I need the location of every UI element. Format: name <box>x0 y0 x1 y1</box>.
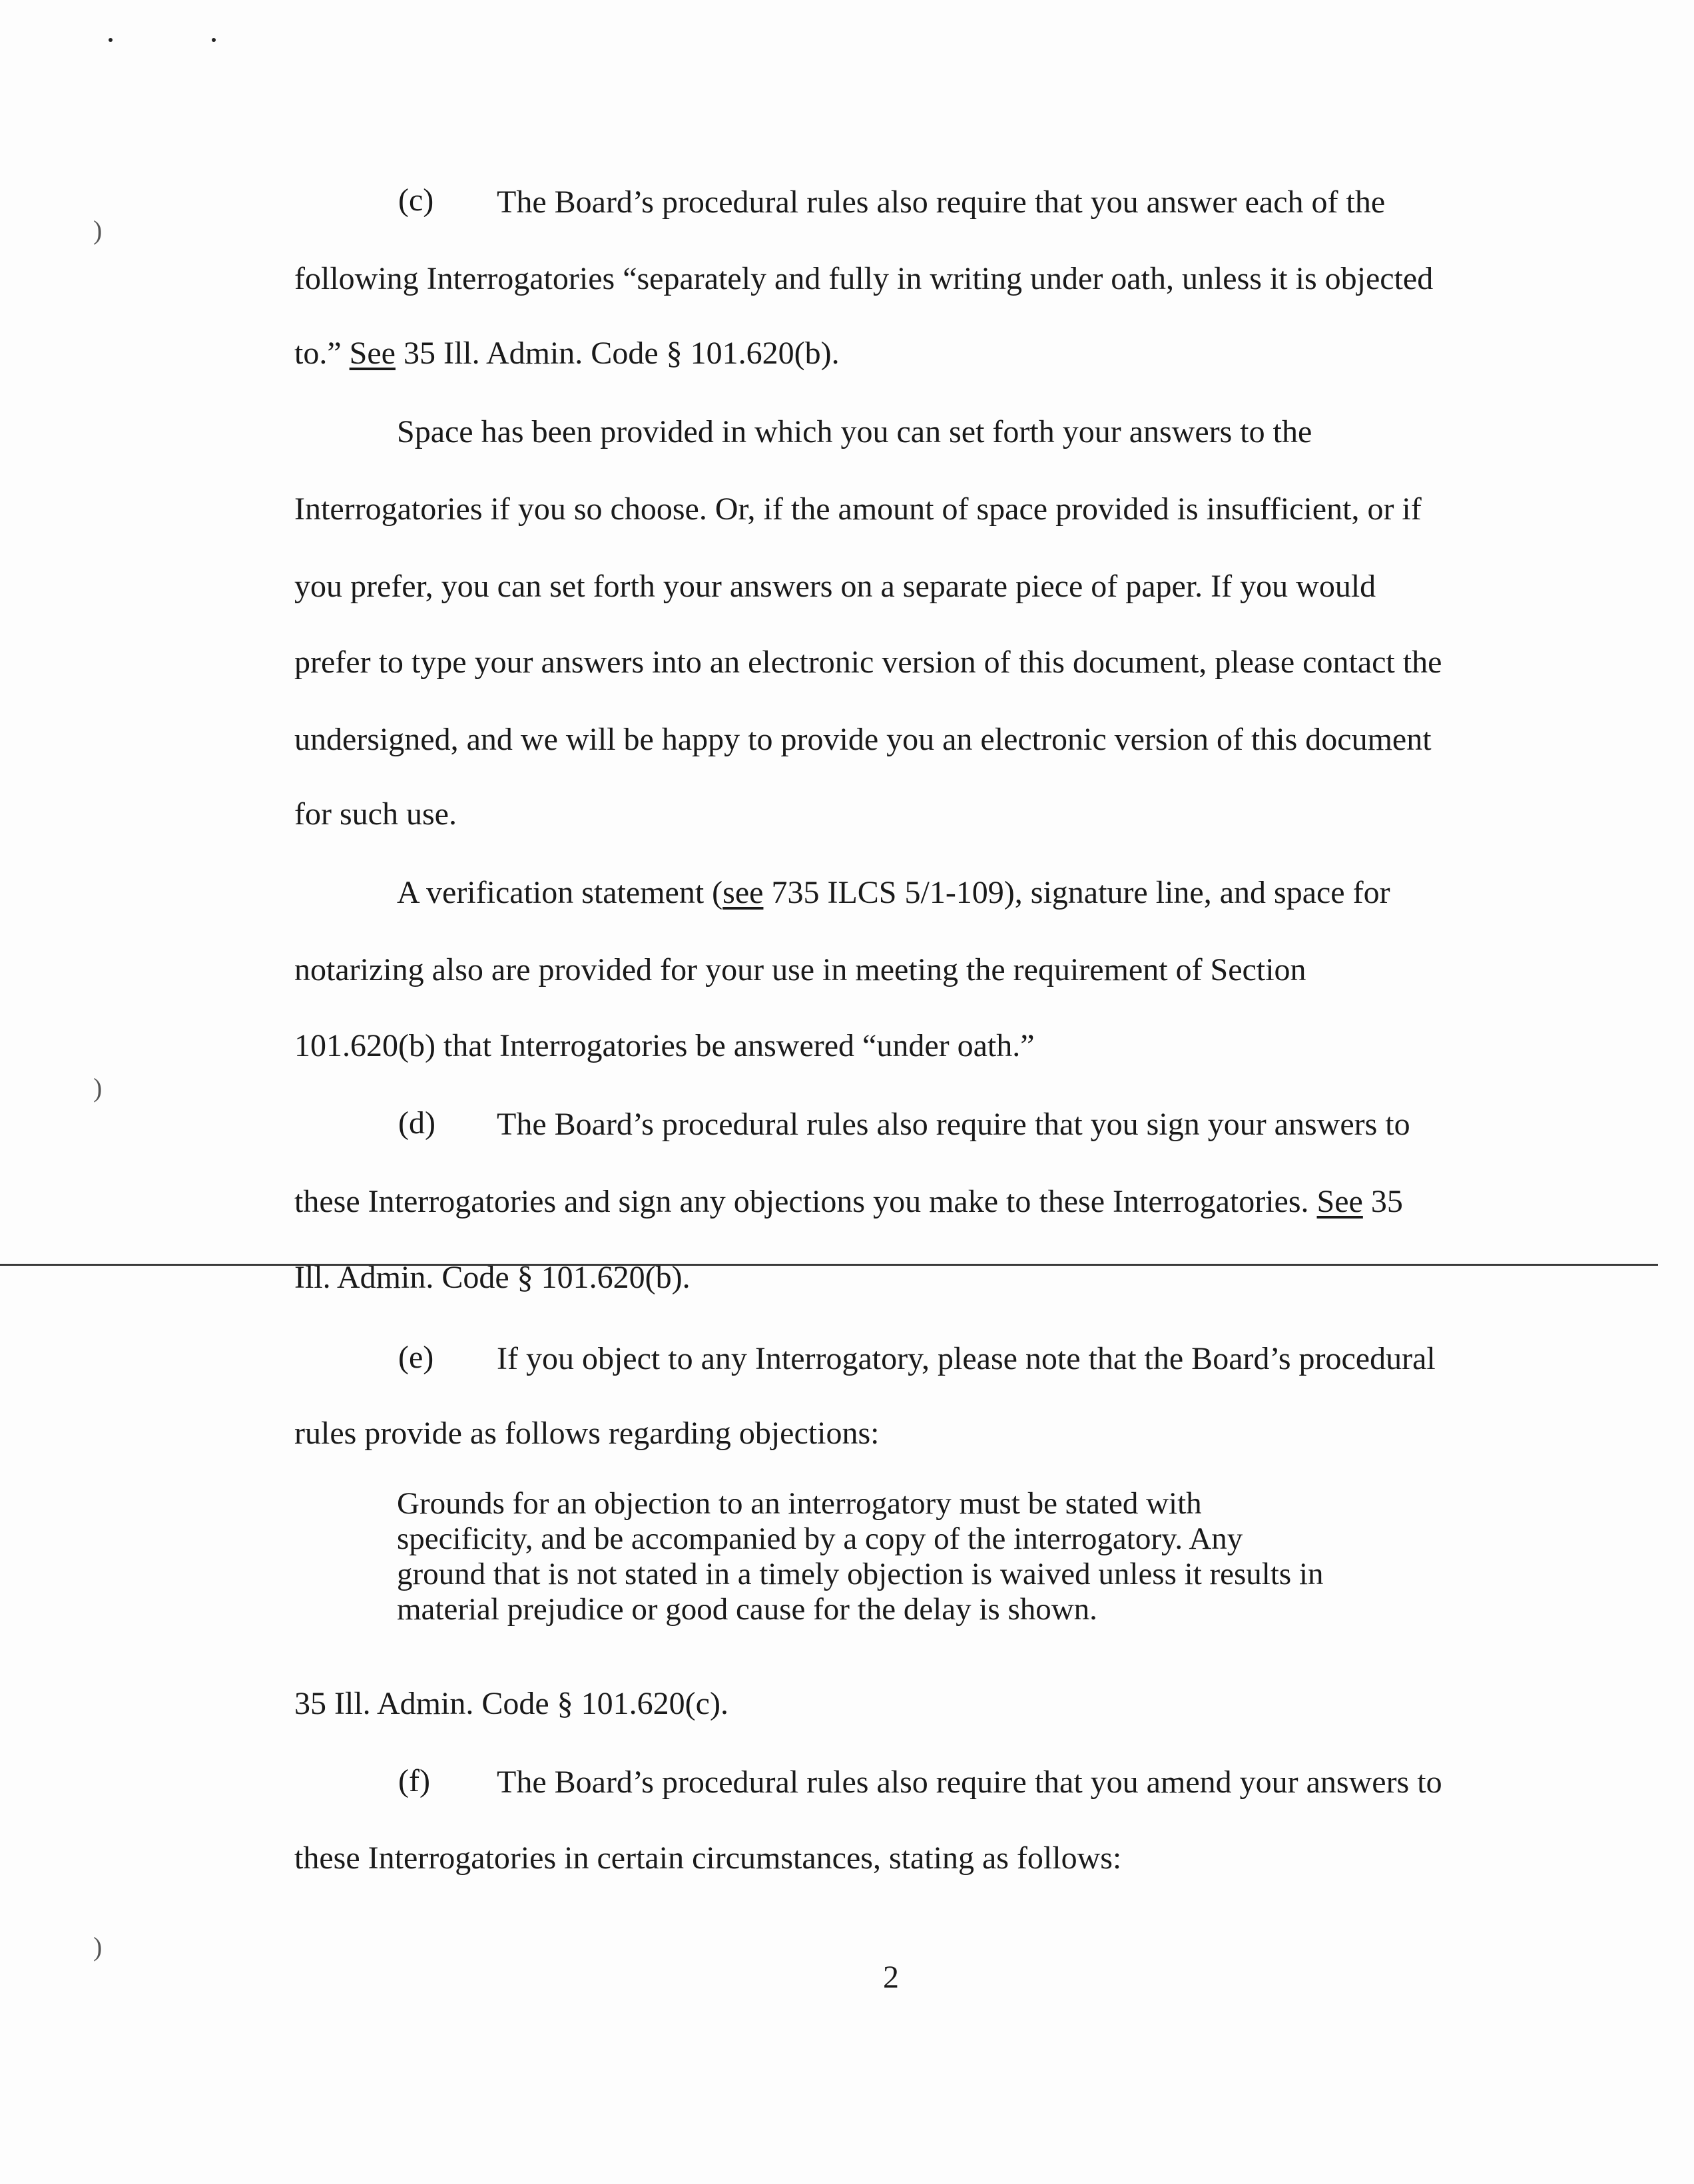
verification-paragraph-line <box>397 874 1390 912</box>
horizontal-scan-line <box>0 1264 1658 1266</box>
paragraph-c-line: The Board’s procedural rules also require that you answer each of the <box>497 184 1386 220</box>
block-quote <box>397 1486 1436 1627</box>
citation: 35 Ill. Admin. Code § 101.620(c). <box>294 1686 728 1721</box>
text-run: these Interrogatories and sign any objections you make to these Interrogatories. <box>294 1184 1317 1219</box>
paragraph-d-label: (d) <box>398 1105 435 1141</box>
paragraph-d-line <box>294 1183 1403 1221</box>
see-signal: See <box>1316 1184 1363 1219</box>
text-run: 35 Ill. Admin. Code § 101.620(b). <box>395 336 840 371</box>
text-run: A verification statement ( <box>397 875 723 910</box>
paragraph-d-line: Ill. Admin. Code § 101.620(b). <box>294 1260 691 1295</box>
margin-mark: ) <box>93 1073 103 1103</box>
text-run: 735 ILCS 5/1-109), signature line, and space for <box>763 875 1390 910</box>
paragraph-c-label: (c) <box>398 182 434 218</box>
block-quote-line: specificity, and be accompanied by a copy of the interrogatory. Any <box>397 1521 1243 1556</box>
space-paragraph-line: for such use. <box>294 796 457 832</box>
scan-speck <box>212 38 216 42</box>
verification-paragraph-line: 101.620(b) that Interrogatories be answered “under oath.” <box>294 1028 1035 1063</box>
paragraph-c-line <box>294 334 840 373</box>
see-signal: see <box>722 875 764 910</box>
paragraph-e-line: rules provide as follows regarding objections: <box>294 1416 880 1451</box>
see-signal: See <box>349 336 396 371</box>
block-quote-line: ground that is not stated in a timely objection is waived unless it results in <box>397 1557 1324 1591</box>
paragraph-e-line: If you object to any Interrogatory, please note that the Board’s procedural <box>497 1341 1436 1376</box>
scan-speck <box>109 38 113 42</box>
paragraph-f-label: (f) <box>398 1763 430 1798</box>
page-number: 2 <box>883 1960 899 1995</box>
block-quote-line: Grounds for an objection to an interrogatory must be stated with <box>397 1486 1202 1521</box>
space-paragraph-line: undersigned, and we will be happy to provide you an electronic version of this document <box>294 722 1432 757</box>
paragraph-f-line: The Board’s procedural rules also require that you amend your answers to <box>497 1765 1442 1800</box>
margin-mark: ) <box>93 215 103 245</box>
space-paragraph-line: Interrogatories if you so choose. Or, if the amount of space provided is insufficient, or if <box>294 491 1422 527</box>
margin-mark: ) <box>93 1932 103 1962</box>
verification-paragraph-line: notarizing also are provided for your use in meeting the requirement of Section <box>294 952 1306 987</box>
paragraph-c-line: following Interrogatories “separately and fully in writing under oath, unless it is objected <box>294 261 1434 296</box>
paragraph-d-line: The Board’s procedural rules also require that you sign your answers to <box>497 1107 1410 1142</box>
space-paragraph-line: Space has been provided in which you can set forth your answers to the <box>397 414 1312 449</box>
block-quote-line: material prejudice or good cause for the delay is shown. <box>397 1592 1097 1627</box>
space-paragraph-line: you prefer, you can set forth your answers on a separate piece of paper. If you would <box>294 569 1376 604</box>
text-run: 35 <box>1362 1184 1403 1219</box>
paragraph-f-line: these Interrogatories in certain circumstances, stating as follows: <box>294 1840 1122 1876</box>
paragraph-e-label: (e) <box>398 1340 434 1375</box>
space-paragraph-line: prefer to type your answers into an electronic version of this document, please contact the <box>294 645 1442 680</box>
text-run: to.” <box>294 336 350 371</box>
